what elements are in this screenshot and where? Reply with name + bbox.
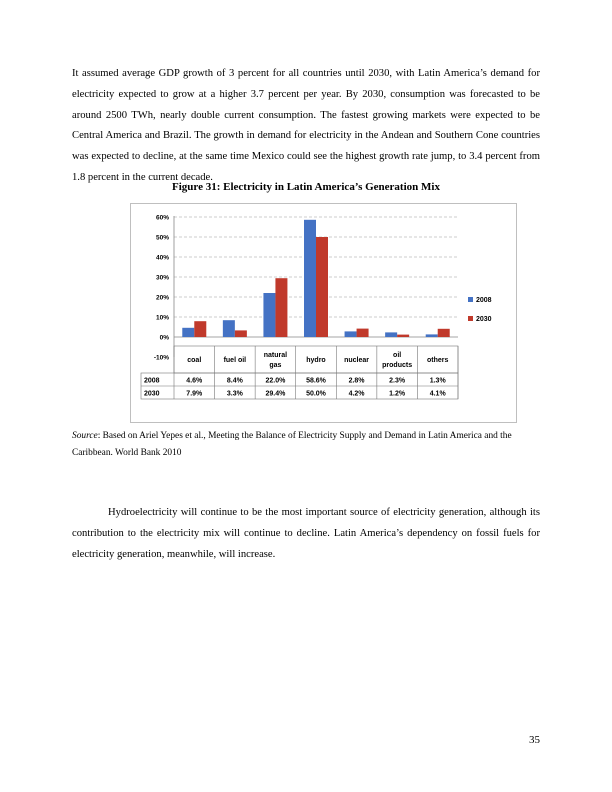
bar-2030-1	[235, 330, 247, 337]
y-tick-label: -10%	[153, 354, 169, 362]
y-tick-label: 60%	[155, 214, 169, 222]
table-cell: 2.3%	[389, 377, 406, 385]
table-row-label: 2030	[144, 390, 160, 398]
table-cell: 2.8%	[348, 377, 365, 385]
chart-svg	[131, 204, 516, 422]
category-label: natural	[263, 352, 288, 359]
table-cell: 8.4%	[226, 377, 243, 385]
bar-2030-3	[316, 237, 328, 337]
bar-2008-5	[385, 332, 397, 337]
category-label: oil	[393, 352, 402, 359]
y-tick-label: 10%	[155, 314, 169, 322]
y-tick-label: 0%	[159, 334, 169, 342]
table-cell: 1.2%	[389, 390, 406, 398]
generation-mix-chart	[130, 203, 517, 423]
body-paragraph-1: It assumed average GDP growth of 3 percent for all countries until 2030, with Latin America’s demand for electricity expected to grow at a higher 3.7 percent per year. By 2030, consumption was forecasted to be around 2500 TWh, nearly double current consumption. The fastest growing markets were expected to be Central America and Brazil. The growth in demand for electricity in the Andean and Southern Cone countries was expected to decline, at the same time Mexico could see the highest growth rate jump, to 3.4 percent from 1.8 percent in the current decade.	[72, 68, 540, 183]
category-label: fuel oil	[223, 357, 247, 364]
y-tick-label: 30%	[155, 274, 169, 282]
table-cell: 50.0%	[306, 390, 326, 398]
bar-2008-4	[345, 331, 357, 337]
bar-2008-1	[223, 320, 235, 337]
legend-label-2030: 2030	[476, 316, 492, 323]
category-label: others	[427, 357, 449, 364]
figure-source	[72, 428, 540, 462]
figure-title: Figure 31: Electricity in Latin America’s Generation Mix	[172, 181, 440, 193]
bar-2008-2	[263, 293, 275, 337]
bar-2030-0	[194, 321, 206, 337]
bar-2030-4	[357, 329, 369, 337]
y-tick-label: 50%	[155, 234, 169, 242]
bar-2008-3	[304, 220, 316, 337]
table-cell: 7.9%	[186, 390, 203, 398]
table-cell: 4.1%	[429, 390, 446, 398]
table-cell: 3.3%	[226, 390, 243, 398]
table-cell: 58.6%	[306, 377, 326, 385]
body-paragraph-2: Hydroelectricity will continue to be the most important source of electricity generation, although its contribution to the electricity mix will continue to decline. Latin America’s dependency on fossil fuels for electricity generation, meanwhile, will increase.	[72, 507, 540, 560]
page-number: 35	[529, 734, 540, 746]
bar-2030-5	[397, 335, 409, 337]
table-cell: 4.6%	[186, 377, 203, 385]
legend-swatch-2030	[468, 316, 473, 321]
bar-2030-2	[275, 278, 287, 337]
category-label: gas	[269, 362, 282, 369]
table-cell: 4.2%	[348, 390, 365, 398]
table-row-label: 2008	[144, 377, 160, 385]
legend-label-2008: 2008	[476, 297, 492, 304]
source-label: Source	[72, 431, 98, 441]
chart-canvas	[131, 204, 516, 422]
table-cell: 1.3%	[429, 377, 446, 385]
y-tick-label: 40%	[155, 254, 169, 262]
category-label: nuclear	[344, 357, 370, 364]
source-text: : Based on Ariel Yepes et al., Meeting the Balance of Electricity Supply and Demand in Latin America and the Caribbean. World Bank 2010	[72, 431, 512, 458]
bar-2030-6	[438, 329, 450, 337]
legend-swatch-2008	[468, 297, 473, 302]
table-cell: 22.0%	[265, 377, 286, 385]
table-cell: 29.4%	[265, 390, 286, 398]
bar-2008-6	[426, 334, 438, 337]
category-label: hydro	[306, 357, 326, 364]
category-label: coal	[187, 357, 202, 364]
bar-2008-0	[182, 328, 194, 337]
category-label: products	[382, 362, 413, 369]
y-tick-label: 20%	[155, 294, 169, 302]
